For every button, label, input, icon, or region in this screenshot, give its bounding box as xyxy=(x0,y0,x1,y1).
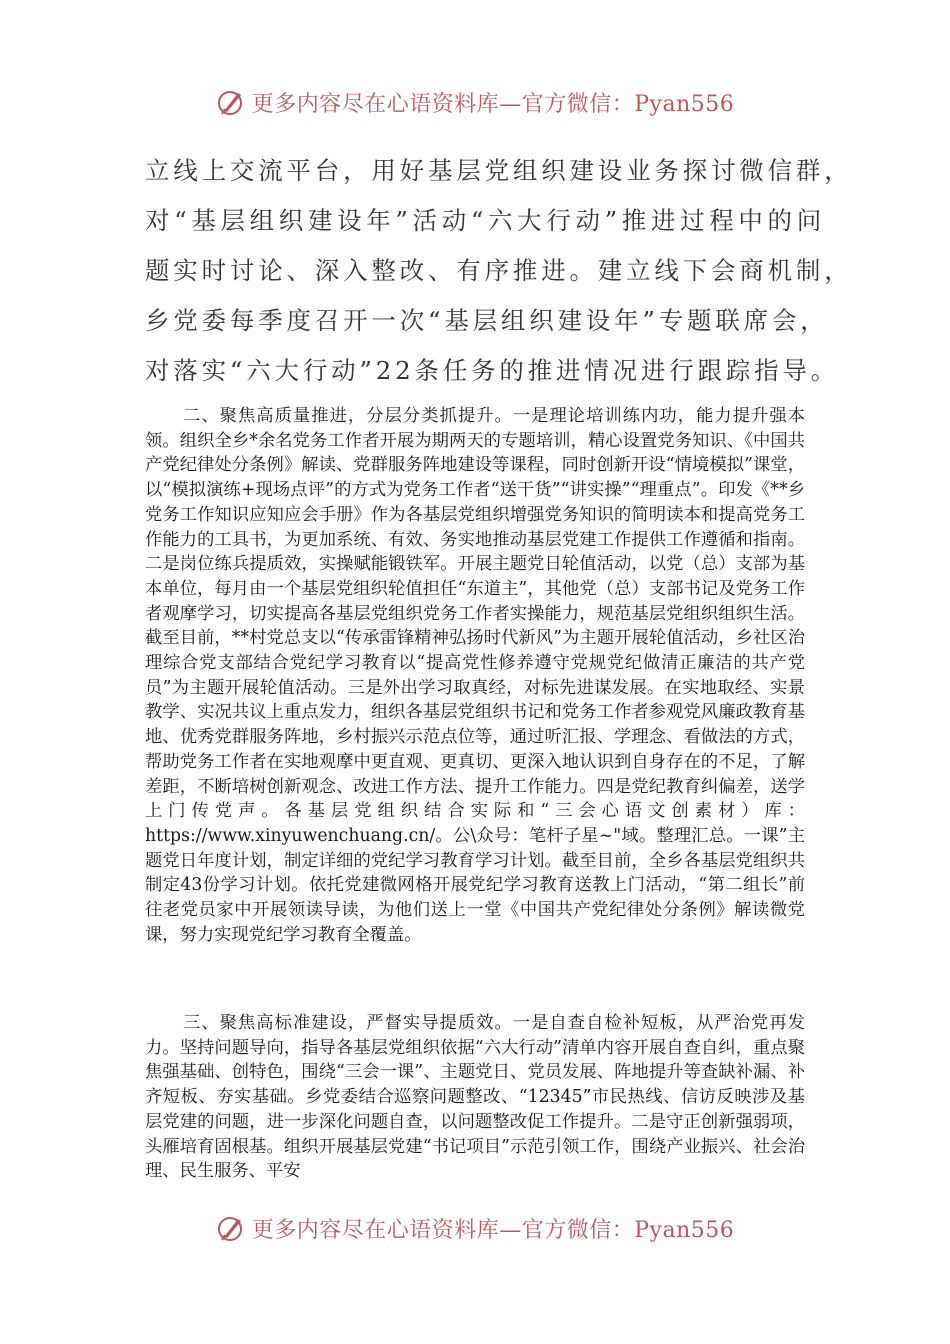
large-text-block xyxy=(145,146,853,396)
watermark-banner-top xyxy=(0,82,950,122)
section-three-paragraph: 三、聚焦高标准建设，严督实导提质效。一是自查自检补短板，从严治党再发力。坚持问题导向，指导各基层党组织依据“六大行动”清单内容开展自查自纠，重点聚焦强基础、创特色，围绕“三会一课”、主题党日、党员发展、阵地提升等查缺补漏、补齐短板、夯实基础。乡党委结合巡察问题整改、“12345”市民热线、信访反映涉及基层党建的问题，进一步深化问题自查，以问题整改促工作提升。二是守正创新强弱项，头雁培育固根基。组织开展基层党建“书记项目”示范引领工作，围绕产业振兴、社会治理、民生服务、平安 xyxy=(145,1013,805,1182)
watermark-banner-bottom xyxy=(0,1208,950,1248)
quill-pen-circle-icon xyxy=(216,87,246,117)
large-text-line: 题实时讨论、深入整改、有序推进。建立线下会商机制， xyxy=(145,256,853,285)
section-two xyxy=(145,404,805,947)
large-text-line: 对落实“六大行动”22条任务的推进情况进行跟踪指导。 xyxy=(145,356,840,385)
large-text-line: 立线上交流平台，用好基层党组织建设业务探讨微信群， xyxy=(145,156,853,185)
large-text-line: 对“基层组织建设年”活动“六大行动”推进过程中的问 xyxy=(145,206,825,235)
section-two-paragraph: 二、聚焦高质量推进，分层分类抓提升。一是理论培训练内功，能力提升强本领。组织全乡*余名党务工作者开展为期两天的专题培训，精心设置党务知识、《中国共产党纪律处分条例》解读、党群服务阵地建设等课程，同时创新开设“情境模拟”课堂，以“模拟演练+现场点评”的方式为党务工作者“送干货”“讲实操”“理重点”。印发《**乡党务工作知识应知应会手册》作为各基层党组织增强党务知识的简明读本和提高党务工作能力的工具书，为更加系统、有效、务实地推动基层党建工作提供工作遵循和指南。二是岗位练兵提质效，实操赋能锻铁军。开展主题党日轮值活动，以党（总）支部为基本单位，每月由一个基层党组织轮值担任“东道主”，其他党（总）支部书记及党务工作者观摩学习，切实提高各基层党组织党务工作者实操能力，规范基层党组织组织生活。截至目前，**村党总支以“传承雷锋精神弘扬时代新风”为主题开展轮值活动，乡社区治理综合党支部结合党纪学习教育以“提高党性修养遵守党规党纪做清正廉洁的共产党员”为主题开展轮值活动。三是外出学习取真经，对标先进谋发展。在实地取经、实景教学、实况共议上重点发力，组织各基层党组织书记和党务工作者参观党风廉政教育基地、优秀党群服务阵地，乡村振兴示范点位等，通过听汇报、学理念、看做法的方式，帮助党务工作者在实地观摩中更直观、更真切、更深入地认识到自身存在的不足，了解差距，不断培树创新观念、改进工作方法、提升工作能力。四是党纪教育纠偏差，送学上门传党声。各基层党组织结合实际和“三会心语文创素材）库：https://www.xinyuwenchuang.cn/。公\众号：笔杆子星~"域。整理汇总。一课”主题党日年度计划，制定详细的党纪学习教育学习计划。截至目前，全乡各基层党组织共制定43份学习计划。依托党建微网格开展党纪学习教育送教上门活动，“第二组长”前往老党员家中开展领读导读，为他们送上一堂《中国共产党纪律处分条例》解读微党课，努力实现党纪学习教育全覆盖。 xyxy=(145,406,805,945)
section-three xyxy=(145,1011,805,1184)
watermark-text: 更多内容尽在心语资料库—官方微信：Pyan556 xyxy=(251,1217,735,1243)
quill-pen-circle-icon xyxy=(216,1213,246,1243)
large-text-line: 乡党委每季度召开一次“基层组织建设年”专题联席会， xyxy=(145,306,829,335)
watermark-text: 更多内容尽在心语资料库—官方微信：Pyan556 xyxy=(251,91,735,117)
